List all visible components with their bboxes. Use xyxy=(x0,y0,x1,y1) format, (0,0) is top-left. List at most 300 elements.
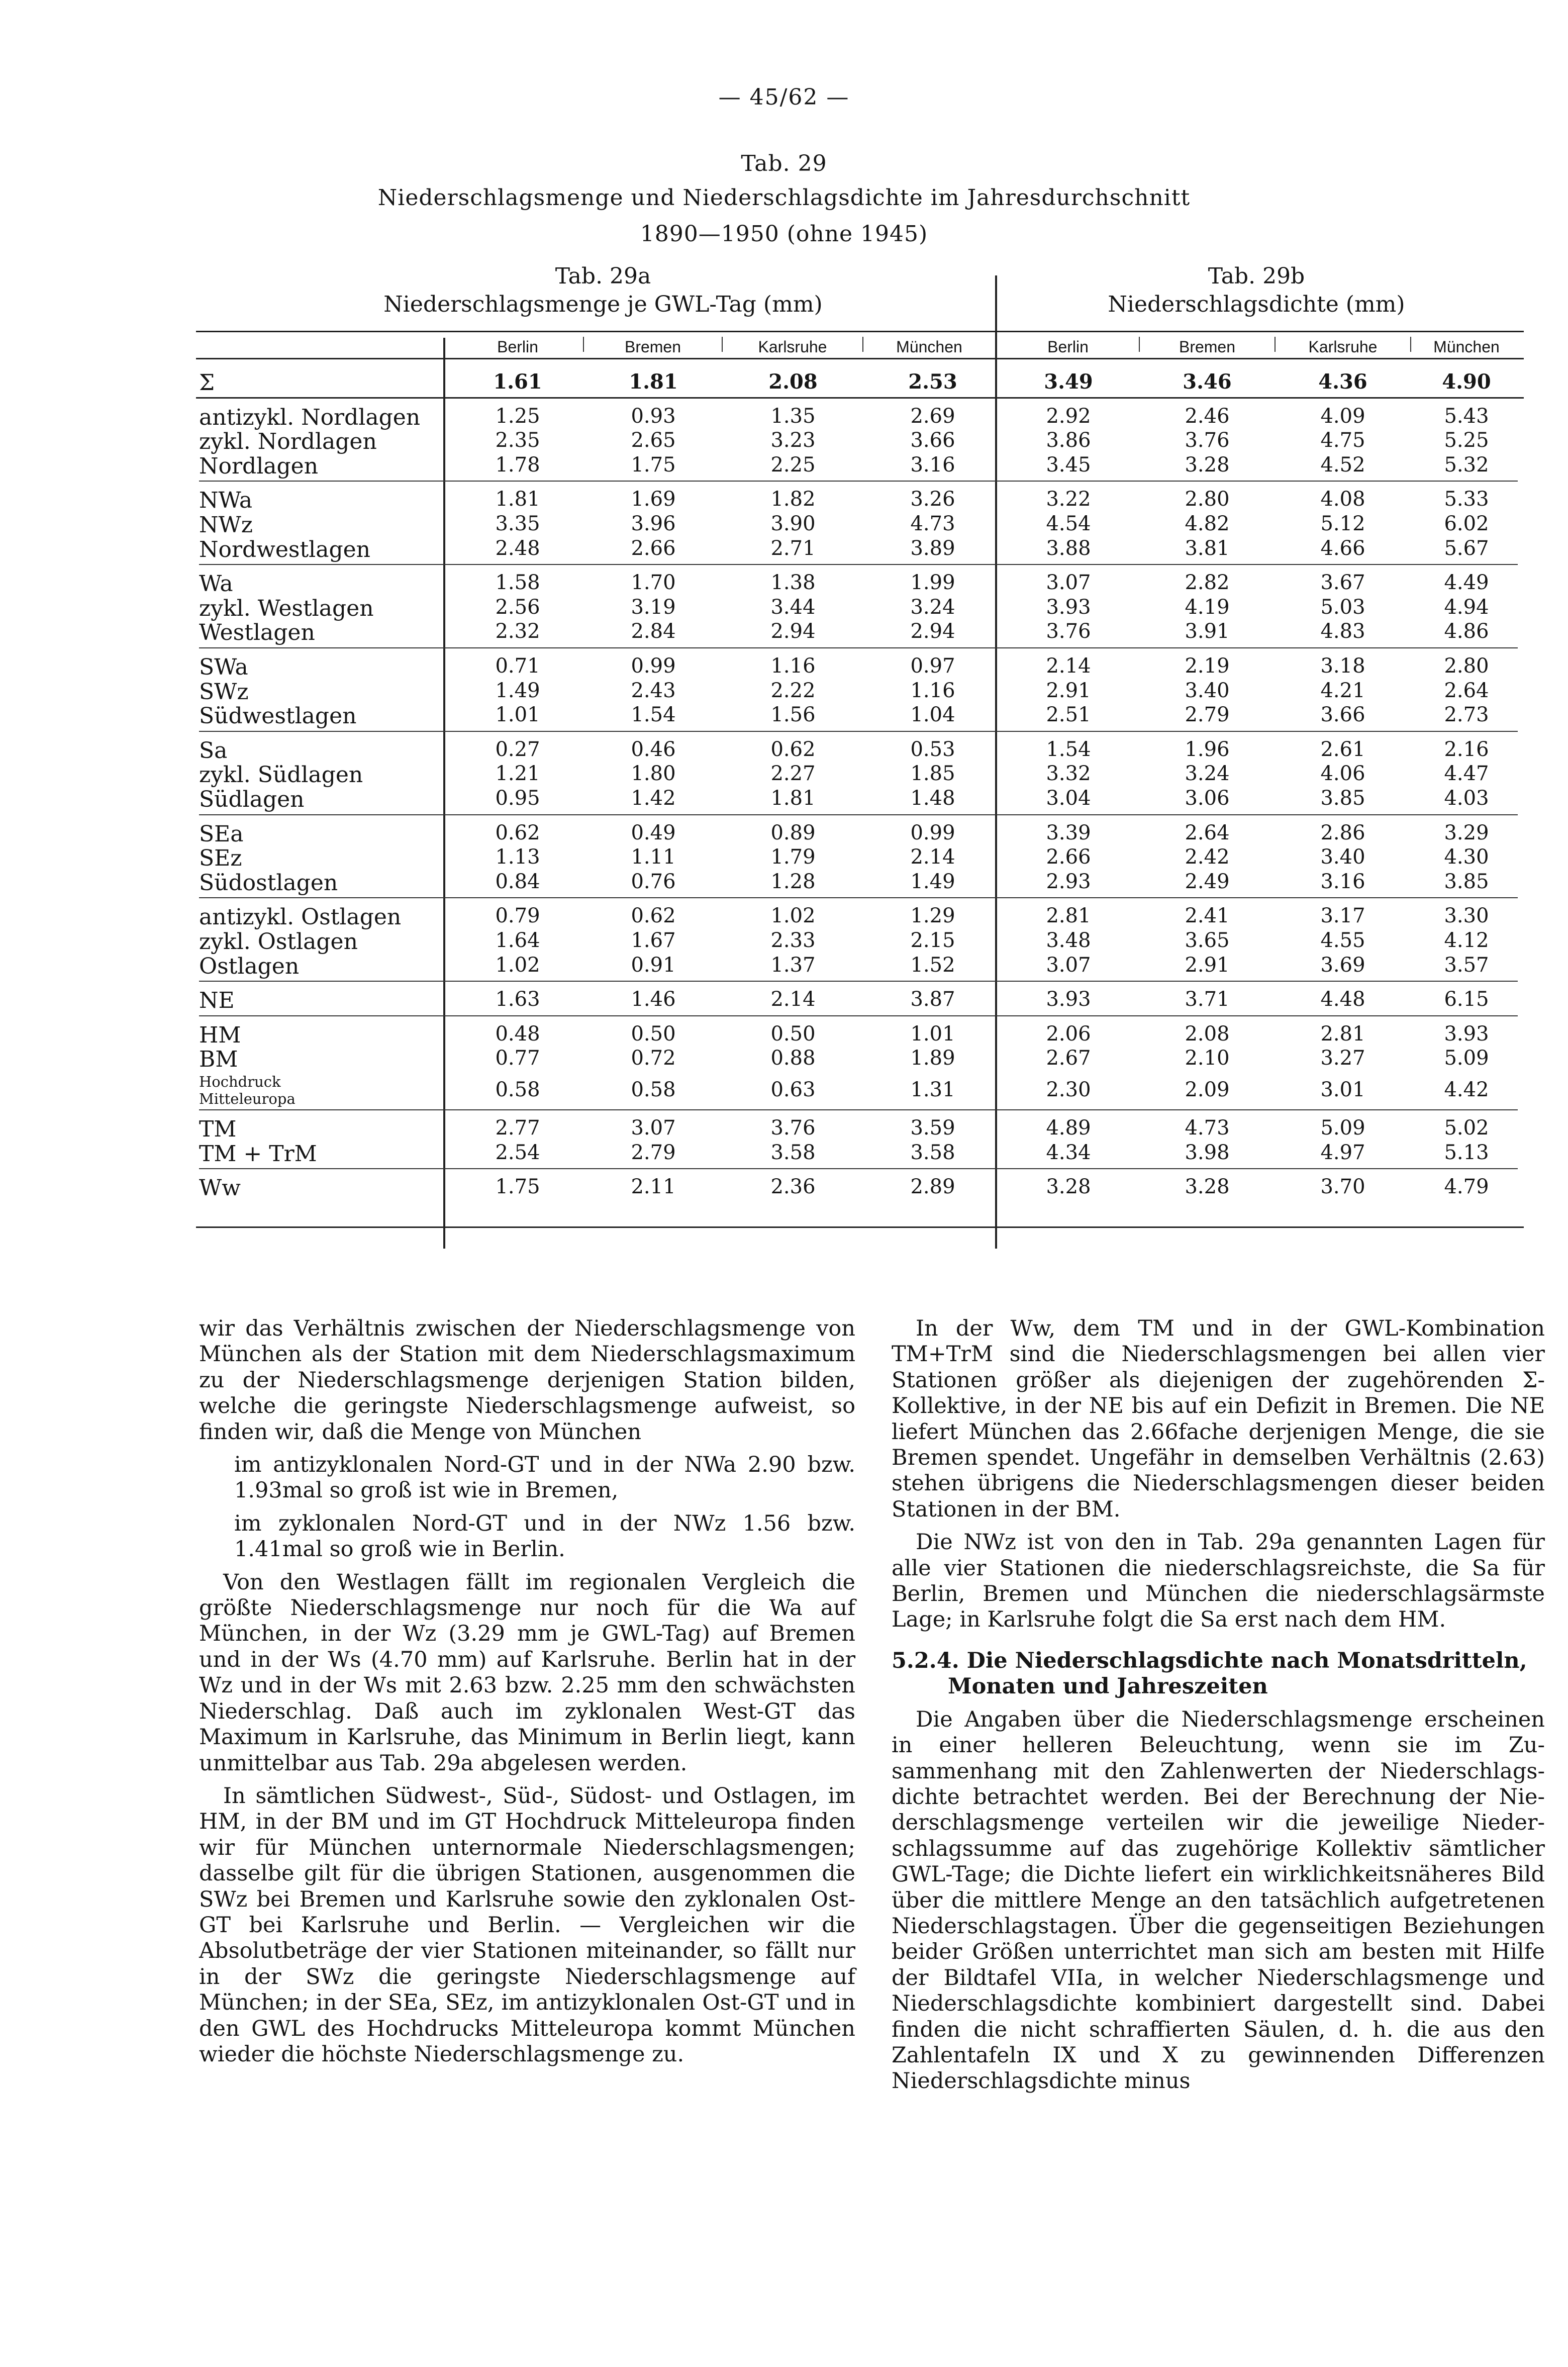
cell-menge: 0.97 xyxy=(910,654,955,678)
paragraph: im zyklonalen Nord-GT und in der NWz 1.56 bzw. 1.41mal so groß wie in Berlin. xyxy=(234,1510,855,1562)
part-divider xyxy=(995,275,997,1249)
cell-dichte: 5.43 xyxy=(1444,404,1489,428)
row-label: zykl. Südlagen xyxy=(199,762,363,788)
cell-menge: 2.33 xyxy=(770,929,816,952)
cell-menge: 2.66 xyxy=(631,536,676,560)
cell-dichte: 3.28 xyxy=(1185,1175,1230,1199)
cell-menge: 0.99 xyxy=(910,821,955,844)
cell-menge: 2.14 xyxy=(910,845,955,869)
cell-dichte: 5.02 xyxy=(1444,1116,1489,1140)
cell-dichte: 3.91 xyxy=(1185,620,1230,643)
cell-dichte: 5.12 xyxy=(1320,512,1365,535)
col-header-bremen-b: Bremen xyxy=(1179,338,1236,356)
cell-menge: 0.63 xyxy=(770,1078,816,1101)
cell-menge: 3.90 xyxy=(770,512,816,535)
cell-dichte: 5.67 xyxy=(1444,536,1489,560)
cell-dichte: 6.15 xyxy=(1444,988,1489,1011)
cell-dichte: 1.96 xyxy=(1185,737,1230,761)
cell-menge: 0.50 xyxy=(631,1022,676,1046)
cell-menge: 1.85 xyxy=(910,762,955,786)
group-separator xyxy=(199,1168,1518,1169)
cell-dichte: 3.24 xyxy=(1185,762,1230,786)
cell-dichte: 4.48 xyxy=(1320,988,1365,1011)
cell-dichte: 2.19 xyxy=(1185,654,1230,678)
text-column-right xyxy=(892,1316,1545,2095)
cell-dichte: 4.12 xyxy=(1444,929,1489,952)
cell-dichte: 2.14 xyxy=(1046,654,1091,678)
cell-dichte: 4.19 xyxy=(1185,595,1230,619)
cell-menge: 0.91 xyxy=(631,953,676,977)
cell-dichte: 4.42 xyxy=(1444,1078,1489,1101)
cell-dichte: 3.66 xyxy=(1320,703,1365,727)
group-separator xyxy=(199,1015,1518,1016)
cell-dichte: 4.06 xyxy=(1320,762,1365,786)
cell-dichte: 4.08 xyxy=(1320,488,1365,511)
cell-dichte: 3.04 xyxy=(1046,787,1091,810)
cell-menge: 0.72 xyxy=(631,1047,676,1070)
cell-dichte: 2.46 xyxy=(1185,404,1230,428)
cell-dichte: 3.16 xyxy=(1320,870,1365,893)
cell-dichte: 4.89 xyxy=(1046,1116,1091,1140)
cell-menge: 1.01 xyxy=(910,1022,955,1046)
cell-dichte: 2.91 xyxy=(1046,679,1091,702)
cell-dichte: 5.03 xyxy=(1320,595,1365,619)
cell-menge: 0.50 xyxy=(770,1022,816,1046)
cell-menge: 3.89 xyxy=(910,536,955,560)
col-header-muenchen-a: München xyxy=(896,338,962,356)
cell-menge: 0.84 xyxy=(495,870,540,893)
col-header-karlsruhe-b: Karlsruhe xyxy=(1308,338,1378,356)
cell-menge: 2.22 xyxy=(770,679,816,702)
row-label: NWa xyxy=(199,488,253,514)
cell-dichte: 4.90 xyxy=(1442,370,1491,394)
cell-menge: 1.81 xyxy=(495,488,540,511)
cell-dichte: 3.45 xyxy=(1046,453,1091,477)
cell-dichte: 2.73 xyxy=(1444,703,1489,727)
table-29a-caption: Niederschlagsmenge je GWL-Tag (mm) xyxy=(383,292,823,317)
section-title-line1: Die Niederschlagsdichte nach Monatsdritteln, xyxy=(966,1648,1527,1673)
cell-menge: 0.76 xyxy=(631,870,676,893)
cell-dichte: 3.71 xyxy=(1185,988,1230,1011)
cell-menge: 0.27 xyxy=(495,737,540,761)
cell-menge: 0.95 xyxy=(495,787,540,810)
cell-dichte: 4.83 xyxy=(1320,620,1365,643)
cell-dichte: 4.94 xyxy=(1444,595,1489,619)
cell-dichte: 2.08 xyxy=(1185,1022,1230,1046)
cell-menge: 2.71 xyxy=(770,536,816,560)
cell-dichte: 2.93 xyxy=(1046,870,1091,893)
row-label: NWz xyxy=(199,512,253,538)
text-column-left xyxy=(199,1316,855,2067)
cell-menge: 2.43 xyxy=(631,679,676,702)
cell-menge: 1.82 xyxy=(770,488,816,511)
row-label: Ostlagen xyxy=(199,953,300,979)
cell-menge: 0.62 xyxy=(495,821,540,844)
row-label: NE xyxy=(199,988,235,1014)
cell-dichte: 3.30 xyxy=(1444,904,1489,928)
cell-menge: 0.79 xyxy=(495,904,540,928)
cell-menge: 1.80 xyxy=(631,762,676,786)
cell-menge: 2.69 xyxy=(910,404,955,428)
group-separator xyxy=(199,814,1518,815)
cell-dichte: 3.39 xyxy=(1046,821,1091,844)
cell-menge: 3.59 xyxy=(910,1116,955,1140)
row-label: Nordlagen xyxy=(199,453,319,479)
cell-menge: 2.94 xyxy=(910,620,955,643)
cell-menge: 0.93 xyxy=(631,404,676,428)
row-label-line: Hochdruck xyxy=(199,1073,281,1090)
cell-menge: 3.16 xyxy=(910,453,955,477)
table-bottom-rule xyxy=(196,1226,1524,1228)
cell-menge: 2.89 xyxy=(910,1175,955,1199)
cell-menge: 1.69 xyxy=(631,488,676,511)
row-label: HM xyxy=(199,1022,241,1048)
cell-dichte: 4.21 xyxy=(1320,679,1365,702)
cell-dichte: 2.86 xyxy=(1320,821,1365,844)
cell-dichte: 3.17 xyxy=(1320,904,1365,928)
cell-menge: 2.15 xyxy=(910,929,955,952)
cell-dichte: 1.54 xyxy=(1046,737,1091,761)
paragraph: In der Ww, dem TM und in der GWL-Kombination TM+TrM sind die Niederschlagsmengen bei allen vier Stationen größer als diejenigen der zugehörenden Σ-Kollektive, in der NE bis auf ein Defizit in Bremen. Die NE liefert München das 2.66fache derjenigen Menge, die sie Bremen spendet. Ungefähr in demselben Verhältnis (2.63) stehen übrigens die Niederschlagsmengen dieser beiden Stationen in der BM. xyxy=(892,1316,1545,1522)
cell-menge: 1.02 xyxy=(495,953,540,977)
cell-menge: 3.24 xyxy=(910,595,955,619)
cell-menge: 0.71 xyxy=(495,654,540,678)
cell-menge: 3.07 xyxy=(631,1116,676,1140)
group-separator xyxy=(199,981,1518,982)
cell-dichte: 4.66 xyxy=(1320,536,1365,560)
cell-menge: 2.48 xyxy=(495,536,540,560)
cell-menge: 1.99 xyxy=(910,571,955,595)
cell-menge: 1.61 xyxy=(493,370,542,394)
cell-dichte: 4.54 xyxy=(1046,512,1091,535)
cell-menge: 2.54 xyxy=(495,1141,540,1164)
cell-dichte: 4.03 xyxy=(1444,787,1489,810)
cell-menge: 4.73 xyxy=(910,512,955,535)
cell-menge: 1.89 xyxy=(910,1047,955,1070)
row-label: SEz xyxy=(199,845,242,872)
cell-dichte: 3.49 xyxy=(1044,370,1093,394)
cell-dichte: 3.76 xyxy=(1046,620,1091,643)
col-header-bremen-a: Bremen xyxy=(624,338,681,356)
cell-menge: 1.63 xyxy=(495,988,540,1011)
cell-dichte: 3.01 xyxy=(1320,1078,1365,1101)
cell-menge: 3.96 xyxy=(631,512,676,535)
cell-menge: 0.49 xyxy=(631,821,676,844)
cell-menge: 1.67 xyxy=(631,929,676,952)
cell-dichte: 2.09 xyxy=(1185,1078,1230,1101)
cell-dichte: 2.82 xyxy=(1185,571,1230,595)
cell-dichte: 3.93 xyxy=(1444,1022,1489,1046)
cell-dichte: 2.81 xyxy=(1046,904,1091,928)
paragraph: wir das Verhältnis zwischen der Niederschlagsmenge von München als der Station mit dem Niederschlagsmaximum zu der Niederschlagsmenge derjenigen Station bilden, welche die geringste Niederschlagsmenge aufweist, so finden wir, daß die Menge von München xyxy=(199,1316,855,1445)
cell-menge: 2.14 xyxy=(770,988,816,1011)
cell-dichte: 3.93 xyxy=(1046,595,1091,619)
cell-menge: 0.62 xyxy=(770,737,816,761)
cell-dichte: 3.48 xyxy=(1046,929,1091,952)
page-number: — 45/62 — xyxy=(718,84,850,110)
cell-menge: 0.53 xyxy=(910,737,955,761)
label-column-divider xyxy=(443,338,445,1249)
cell-menge: 1.25 xyxy=(495,404,540,428)
row-label: Σ xyxy=(199,370,215,396)
cell-menge: 0.89 xyxy=(770,821,816,844)
cell-dichte: 2.49 xyxy=(1185,870,1230,893)
table-29a-label: Tab. 29a xyxy=(555,263,651,289)
group-separator xyxy=(199,647,1518,648)
cell-menge: 1.75 xyxy=(631,453,676,477)
row-label: Südostlagen xyxy=(199,870,338,896)
cell-dichte: 3.27 xyxy=(1320,1047,1365,1070)
cell-dichte: 3.88 xyxy=(1046,536,1091,560)
cell-dichte: 5.09 xyxy=(1444,1047,1489,1070)
cell-menge: 3.23 xyxy=(770,429,816,452)
cell-dichte: 2.80 xyxy=(1444,654,1489,678)
table-number: Tab. 29 xyxy=(741,151,827,176)
cell-menge: 1.64 xyxy=(495,929,540,952)
cell-dichte: 3.93 xyxy=(1046,988,1091,1011)
cell-dichte: 4.49 xyxy=(1444,571,1489,595)
cell-dichte: 3.22 xyxy=(1046,488,1091,511)
cell-menge: 2.79 xyxy=(631,1141,676,1164)
row-label: SWz xyxy=(199,679,249,705)
row-label: zykl. Nordlagen xyxy=(199,429,377,455)
cell-dichte: 3.29 xyxy=(1444,821,1489,844)
col-header-berlin-b: Berlin xyxy=(1047,338,1089,356)
cell-dichte: 2.64 xyxy=(1185,821,1230,844)
cell-menge: 1.21 xyxy=(495,762,540,786)
paragraph: In sämtlichen Südwest-, Süd-, Südost- und Ostlagen, im HM, in der BM und im GT Hochdruck Mitteleuropa finden wir für München unternormale Niederschlagsmengen; dasselbe gilt für die übrigen Stationen, ausgenommen die SWz bei Bremen und Karlsruhe sowie den zyklonalen Ost-GT bei Karlsruhe und Berlin. — Vergleichen wir die Absolutbeträge der vier Stationen miteinander, so fällt nur in der SWz die geringste Niederschlagsmenge auf München; in der SEa, SEz, im antizyklonalen Ost-GT und in den GWL des Hochdrucks Mitteleuropa kommt München wieder die höchste Niederschlagsmenge zu. xyxy=(199,1783,855,2067)
section-title-line2: Monaten und Jahreszeiten xyxy=(948,1674,1268,1699)
cell-menge: 1.31 xyxy=(910,1078,955,1101)
cell-menge: 1.54 xyxy=(631,703,676,727)
cell-menge: 1.52 xyxy=(910,953,955,977)
cell-menge: 1.42 xyxy=(631,787,676,810)
cell-dichte: 2.92 xyxy=(1046,404,1091,428)
row-label: SEa xyxy=(199,821,244,847)
cell-menge: 2.32 xyxy=(495,620,540,643)
cell-menge: 0.77 xyxy=(495,1047,540,1070)
row-label: antizykl. Nordlagen xyxy=(199,404,421,430)
cell-menge: 2.56 xyxy=(495,595,540,619)
cell-menge: 3.76 xyxy=(770,1116,816,1140)
cell-dichte: 2.16 xyxy=(1444,737,1489,761)
paragraph: Die Angaben über die Niederschlagsmenge erscheinen in einer helleren Beleuchtung, wenn sie im Zusammenhang mit den Zahlenwerten der Niederschlagsdichte betrachtet werden. Bei der Berechnung der Niederschlagsmenge verteilen wir die jeweilige Niederschlagssumme auf das zugehörige Kollektiv sämtlicher GWL-Tage; die Dichte liefert ein wirklichkeitsnäheres Bild über die mittlere Menge an den tatsächlich aufgetretenen Niederschlagstagen. Über die gegenseitigen Beziehungen beider Größen unterrichtet man sich am besten mit Hilfe der Bildtafel VIIa, in welcher Niederschlagsmenge und Niederschlagsdichte kombiniert dargestellt sind. Dabei finden die nicht schraffierten Säulen, d. h. die aus den Zahlentafeln IX und X zu gewinnenden Differenzen Niederschlagsdichte minus xyxy=(892,1707,1545,2094)
cell-dichte: 3.67 xyxy=(1320,571,1365,595)
cell-dichte: 4.73 xyxy=(1185,1116,1230,1140)
paragraph: Die NWz ist von den in Tab. 29a genannten Lagen für alle vier Stationen die niederschlagsreichste, die Sa für Berlin, Bremen und München die niederschlagsärmste Lage; in Karlsruhe folgt die Sa erst nach dem HM. xyxy=(892,1530,1545,1633)
col-header-berlin-a: Berlin xyxy=(497,338,538,356)
cell-menge: 0.62 xyxy=(631,904,676,928)
cell-dichte: 3.40 xyxy=(1320,845,1365,869)
cell-dichte: 3.70 xyxy=(1320,1175,1365,1199)
cell-dichte: 3.28 xyxy=(1046,1175,1091,1199)
cell-menge: 3.58 xyxy=(770,1141,816,1164)
cell-menge: 1.11 xyxy=(631,845,676,869)
group-separator xyxy=(199,1109,1518,1110)
cell-menge: 0.48 xyxy=(495,1022,540,1046)
cell-menge: 1.49 xyxy=(910,870,955,893)
cell-menge: 1.02 xyxy=(770,904,816,928)
cell-dichte: 3.86 xyxy=(1046,429,1091,452)
group-separator xyxy=(199,731,1518,732)
table-header-rule xyxy=(196,358,1524,359)
cell-dichte: 3.46 xyxy=(1183,370,1232,394)
row-label: Westlagen xyxy=(199,620,315,646)
row-label: zykl. Ostlagen xyxy=(199,929,358,955)
cell-dichte: 4.30 xyxy=(1444,845,1489,869)
cell-dichte: 2.10 xyxy=(1185,1047,1230,1070)
section-number: 5.2.4. xyxy=(892,1648,959,1673)
cell-menge: 1.35 xyxy=(770,404,816,428)
cell-dichte: 2.42 xyxy=(1185,845,1230,869)
cell-dichte: 2.80 xyxy=(1185,488,1230,511)
cell-dichte: 6.02 xyxy=(1444,512,1489,535)
row-label: Südwestlagen xyxy=(199,703,357,729)
cell-dichte: 2.64 xyxy=(1444,679,1489,702)
cell-menge: 3.19 xyxy=(631,595,676,619)
cell-menge: 1.38 xyxy=(770,571,816,595)
cell-menge: 2.77 xyxy=(495,1116,540,1140)
cell-dichte: 3.65 xyxy=(1185,929,1230,952)
row-label: SWa xyxy=(199,654,248,680)
cell-menge: 1.13 xyxy=(495,845,540,869)
cell-menge: 2.94 xyxy=(770,620,816,643)
row-label: antizykl. Ostlagen xyxy=(199,904,402,930)
paragraph: Von den Westlagen fällt im regionalen Vergleich die größte Niederschlagsmenge nur noch für die Wa auf München, in der Wz (3.29 mm je GWL-Tag) auf Bremen und in der Ws (4.70 mm) auf Karlsruhe. Berlin hat in der Wz und in der Ws mit 2.63 bzw. 2.25 mm den schwächsten Niederschlag. Daß auch im zyklonalen West-GT das Maximum in Karlsruhe, das Minimum in Berlin liegt, kann unmittelbar aus Tab. 29a abgelesen werden. xyxy=(199,1569,855,1776)
cell-dichte: 2.67 xyxy=(1046,1047,1091,1070)
cell-dichte: 2.06 xyxy=(1046,1022,1091,1046)
cell-menge: 0.46 xyxy=(631,737,676,761)
cell-menge: 1.16 xyxy=(910,679,955,702)
col-header-karlsruhe-a: Karlsruhe xyxy=(758,338,827,356)
cell-menge: 1.46 xyxy=(631,988,676,1011)
cell-dichte: 4.86 xyxy=(1444,620,1489,643)
cell-menge: 1.04 xyxy=(910,703,955,727)
cell-dichte: 4.97 xyxy=(1320,1141,1365,1164)
cell-dichte: 3.85 xyxy=(1320,787,1365,810)
table-sum-rule xyxy=(196,397,1524,399)
cell-menge: 0.58 xyxy=(631,1078,676,1101)
cell-menge: 1.70 xyxy=(631,571,676,595)
cell-dichte: 5.33 xyxy=(1444,488,1489,511)
cell-dichte: 2.61 xyxy=(1320,737,1365,761)
cell-dichte: 2.30 xyxy=(1046,1078,1091,1101)
cell-dichte: 4.82 xyxy=(1185,512,1230,535)
paragraph: im antizyklonalen Nord-GT und in der NWa 2.90 bzw. 1.93mal so groß ist wie in Bremen, xyxy=(234,1452,855,1503)
cell-menge: 3.44 xyxy=(770,595,816,619)
cell-menge: 0.88 xyxy=(770,1047,816,1070)
row-label: Sa xyxy=(199,737,228,764)
cell-menge: 0.58 xyxy=(495,1078,540,1101)
cell-dichte: 3.57 xyxy=(1444,953,1489,977)
group-separator xyxy=(199,897,1518,898)
cell-dichte: 2.91 xyxy=(1185,953,1230,977)
cell-menge: 2.27 xyxy=(770,762,816,786)
cell-dichte: 5.25 xyxy=(1444,429,1489,452)
section-heading xyxy=(892,1648,1545,1700)
cell-dichte: 2.66 xyxy=(1046,845,1091,869)
row-label: Ww xyxy=(199,1175,241,1201)
cell-menge: 1.58 xyxy=(495,571,540,595)
row-label: Nordwestlagen xyxy=(199,536,370,562)
cell-dichte: 4.75 xyxy=(1320,429,1365,452)
cell-dichte: 3.98 xyxy=(1185,1141,1230,1164)
cell-dichte: 2.79 xyxy=(1185,703,1230,727)
row-label: Wa xyxy=(199,571,233,597)
cell-menge: 1.75 xyxy=(495,1175,540,1199)
cell-menge: 2.36 xyxy=(770,1175,816,1199)
cell-menge: 1.37 xyxy=(770,953,816,977)
cell-menge: 1.81 xyxy=(629,370,678,394)
row-label: BM xyxy=(199,1047,238,1073)
cell-dichte: 2.81 xyxy=(1320,1022,1365,1046)
cell-dichte: 4.09 xyxy=(1320,404,1365,428)
cell-menge: 1.56 xyxy=(770,703,816,727)
cell-menge: 2.65 xyxy=(631,429,676,452)
table-29b-caption: Niederschlagsdichte (mm) xyxy=(1108,292,1405,317)
cell-dichte: 3.07 xyxy=(1046,571,1091,595)
cell-menge: 1.81 xyxy=(770,787,816,810)
cell-menge: 1.79 xyxy=(770,845,816,869)
table-top-rule xyxy=(196,331,1524,332)
cell-dichte: 5.13 xyxy=(1444,1141,1489,1164)
cell-menge: 2.08 xyxy=(768,370,818,394)
row-label: Südlagen xyxy=(199,787,305,812)
cell-dichte: 4.34 xyxy=(1046,1141,1091,1164)
cell-dichte: 3.69 xyxy=(1320,953,1365,977)
cell-dichte: 3.18 xyxy=(1320,654,1365,678)
row-label: TM + TrM xyxy=(199,1141,317,1167)
cell-menge: 0.99 xyxy=(631,654,676,678)
cell-dichte: 2.51 xyxy=(1046,703,1091,727)
cell-menge: 3.87 xyxy=(910,988,955,1011)
cell-dichte: 4.55 xyxy=(1320,929,1365,952)
cell-dichte: 3.28 xyxy=(1185,453,1230,477)
cell-dichte: 3.76 xyxy=(1185,429,1230,452)
cell-dichte: 3.81 xyxy=(1185,536,1230,560)
cell-menge: 2.35 xyxy=(495,429,540,452)
cell-dichte: 4.47 xyxy=(1444,762,1489,786)
row-label: TM xyxy=(199,1116,237,1142)
cell-menge: 2.84 xyxy=(631,620,676,643)
cell-menge: 2.25 xyxy=(770,453,816,477)
group-separator xyxy=(199,564,1518,565)
cell-dichte: 3.06 xyxy=(1185,787,1230,810)
cell-menge: 1.49 xyxy=(495,679,540,702)
cell-dichte: 4.52 xyxy=(1320,453,1365,477)
cell-dichte: 3.07 xyxy=(1046,953,1091,977)
cell-menge: 2.11 xyxy=(631,1175,676,1199)
group-separator xyxy=(199,481,1518,482)
cell-menge: 3.66 xyxy=(910,429,955,452)
cell-menge: 1.29 xyxy=(910,904,955,928)
cell-menge: 3.26 xyxy=(910,488,955,511)
cell-dichte: 5.09 xyxy=(1320,1116,1365,1140)
table-title: Niederschlagsmenge und Niederschlagsdichte im Jahresdurchschnitt xyxy=(377,185,1191,211)
cell-dichte: 4.36 xyxy=(1318,370,1367,394)
cell-dichte: 3.32 xyxy=(1046,762,1091,786)
table-29b-label: Tab. 29b xyxy=(1208,263,1305,289)
cell-menge: 3.35 xyxy=(495,512,540,535)
cell-menge: 1.78 xyxy=(495,453,540,477)
cell-menge: 1.01 xyxy=(495,703,540,727)
cell-menge: 1.16 xyxy=(770,654,816,678)
cell-menge: 2.53 xyxy=(908,370,957,394)
cell-menge: 1.48 xyxy=(910,787,955,810)
cell-dichte: 2.41 xyxy=(1185,904,1230,928)
cell-menge: 3.58 xyxy=(910,1141,955,1164)
col-header-muenchen-b: München xyxy=(1433,338,1500,356)
